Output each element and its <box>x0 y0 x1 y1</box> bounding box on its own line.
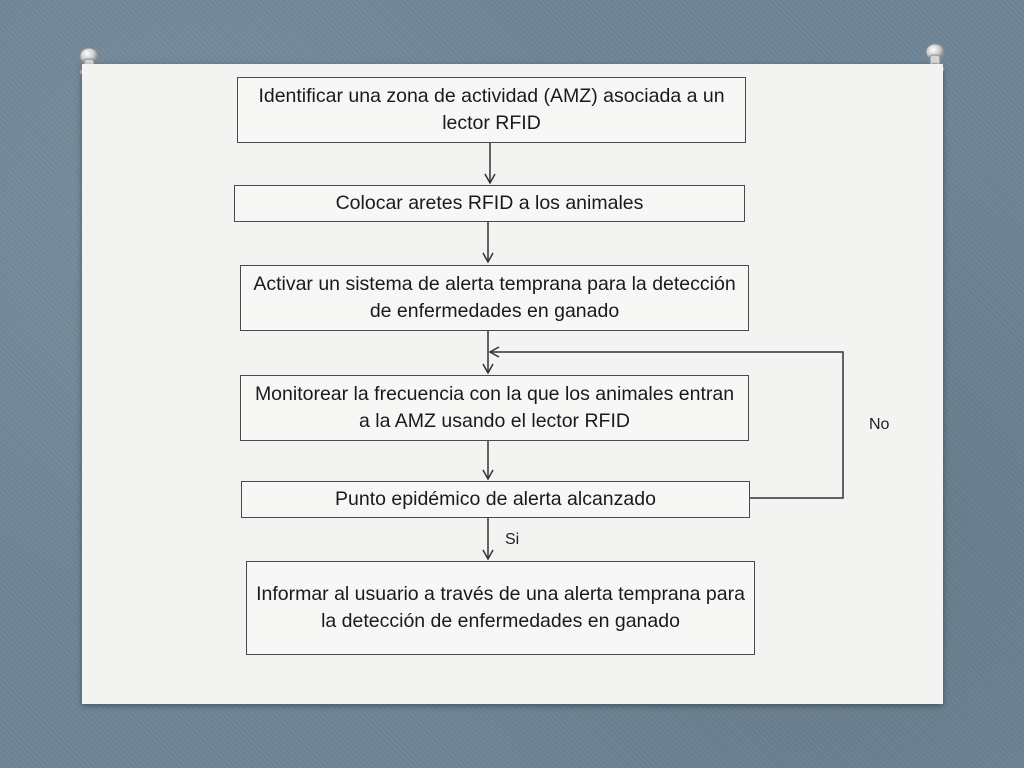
node-epidemic-point <box>241 481 750 518</box>
node-place-tags-text: Colocar aretes RFID a los animales <box>335 192 644 214</box>
node-activate-alert-text: Activar un sistema de alerta temprana para la detección de enfermedades en ganado <box>253 273 736 322</box>
edge-label-si: Si <box>505 531 520 548</box>
node-identify-zone <box>237 77 746 143</box>
node-place-tags <box>234 185 745 222</box>
node-monitor-frequency <box>240 375 749 441</box>
node-activate-alert <box>240 265 749 331</box>
edge-label-no: No <box>869 416 890 433</box>
node-epidemic-point-text: Punto epidémico de alerta alcanzado <box>335 488 656 510</box>
node-inform-user <box>246 561 755 655</box>
node-inform-user-text: Informar al usuario a través de una alerta temprana para la detección de enfermedades en ganado <box>256 583 745 632</box>
node-monitor-frequency-text: Monitorear la frecuencia con la que los animales entran a la AMZ usando el lector RFID <box>254 383 735 432</box>
node-identify-zone-text: Identificar una zona de actividad (AMZ) asociada a un lector RFID <box>258 85 725 134</box>
